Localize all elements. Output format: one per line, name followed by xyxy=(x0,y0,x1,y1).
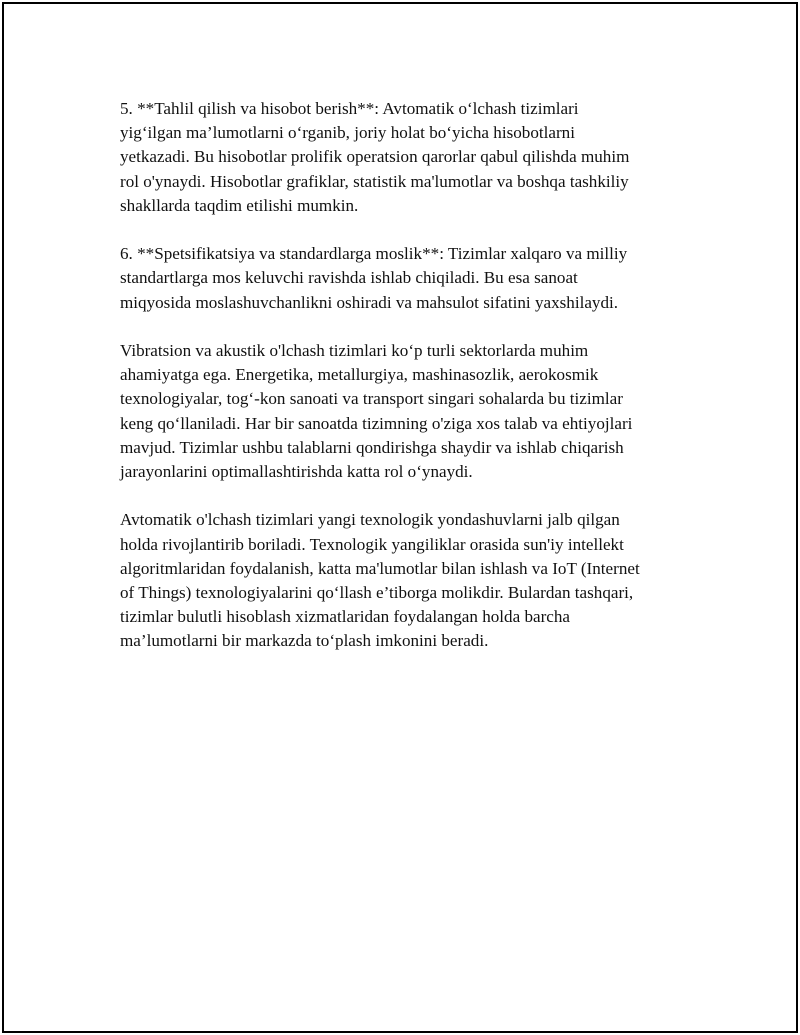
document-body xyxy=(120,97,686,678)
paragraph-new-technologies: Avtomatik o'lchash tizimlari yangi texnologik yondashuvlarni jalb qilgan holda rivojlantirib boriladi. Texnologik yangiliklar orasida sun'iy intellekt algoritmlaridan foydalanish, katta ma'lumotlar bilan ishlash va IoT (Internet of Things) texnologiyalarini qo‘llash e’tiborga molikdir. Bulardan tashqari, tizimlar bulutli hisoblash xizmatlaridan foydalangan holda barcha ma’lumotlarni bir markazda to‘plash imkonini beradi. xyxy=(120,510,640,651)
document-page xyxy=(2,2,798,1033)
paragraph-analysis-reporting: 5. **Tahlil qilish va hisobot berish**: Avtomatik o‘lchash tizimlari yig‘ilgan ma’lumotlarni o‘rganib, joriy holat bo‘yicha hisobotlarni yetkazadi. Bu hisobotlar prolifik operatsion qarorlar qabul qilishda muhim rol o'ynaydi. Hisobotlar grafiklar, statistik ma'lumotlar va boshqa tashkiliy shakllarda taqdim etilishi mumkin. xyxy=(120,99,630,215)
paragraph-vibration-acoustic-sectors: Vibratsion va akustik o'lchash tizimlari ko‘p turli sektorlarda muhim ahamiyatga ega. Energetika, metallurgiya, mashinasozlik, aerokosmik texnologiyalar, tog‘-kon sanoati va transport singari sohalarda bu tizimlar keng qo‘llaniladi. Har bir sanoatda tizimning o'ziga xos talab va ehtiyojlari mavjud. Tizimlar ushbu talablarni qondirishga shaydir va ishlab chiqarish jarayonlarini optimallashtirishda katta rol o‘ynaydi. xyxy=(120,341,633,482)
paragraph-specification-standards: 6. **Spetsifikatsiya va standardlarga moslik**: Tizimlar xalqaro va milliy standartlarga mos keluvchi ravishda ishlab chiqiladi. Bu esa sanoat miqyosida moslashuvchanlikni oshiradi va mahsulot sifatini yaxshilaydi. xyxy=(120,244,628,312)
